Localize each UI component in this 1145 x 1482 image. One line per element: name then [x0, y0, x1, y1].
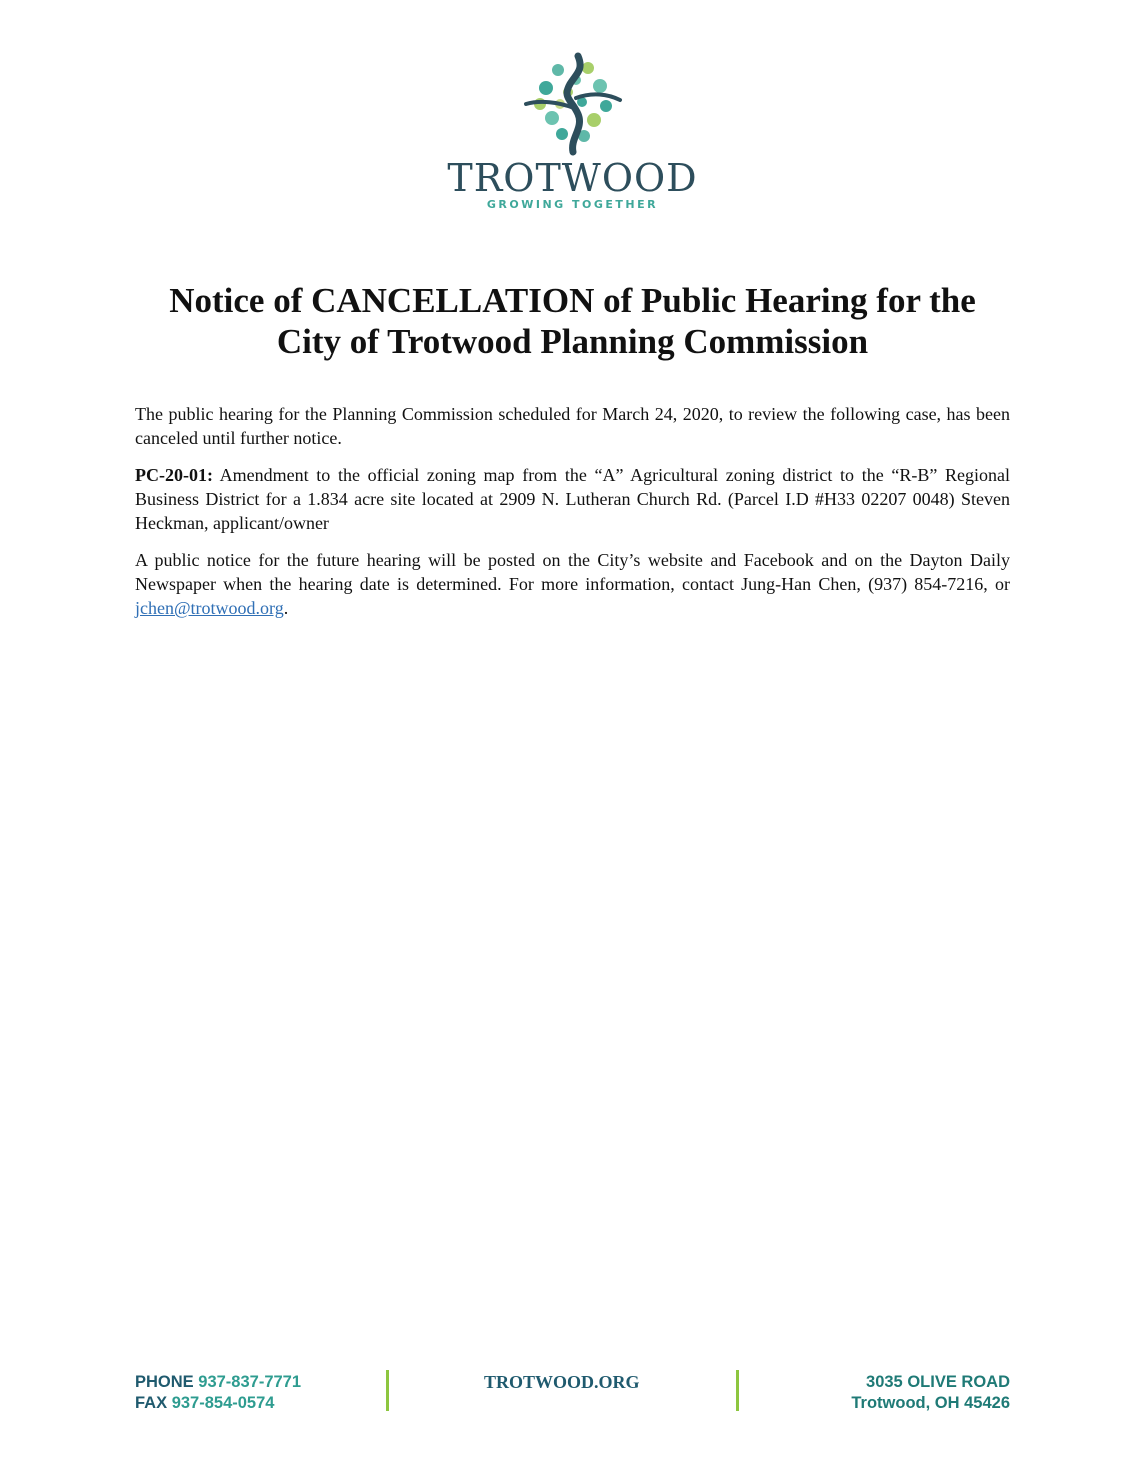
trotwood-logo: [430, 48, 715, 228]
tree-emblem-icon: [518, 48, 628, 158]
notice-body: [135, 402, 1010, 633]
contact-end: .: [283, 598, 289, 618]
logo-wordmark: TROTWOOD: [447, 156, 698, 200]
case-paragraph: [135, 463, 1010, 535]
fax-number: 937-854-0574: [171, 1394, 275, 1412]
logo-tagline: GROWING TOGETHER: [486, 198, 659, 211]
footer-divider-right: [736, 1370, 739, 1411]
page-title: [100, 280, 1045, 362]
contact-email-link[interactable]: jchen@trotwood.org: [135, 598, 284, 618]
case-description: Amendment to the official zoning map from the “A” Agricultural zoning district to the “R-B” Regional Business District for a 1.834 acre site located at 2909 N. Lutheran Church Rd. (Parcel I.D #H33 02207 0048) Steven Heckman, applicant/owner: [135, 465, 1010, 533]
footer: [135, 1370, 1010, 1410]
title-line-2: City of Trotwood Planning Commission: [276, 322, 869, 361]
address-line-1: 3035 OLIVE ROAD: [866, 1373, 1010, 1391]
title-line-1: Notice of CANCELLATION of Public Hearing for the: [169, 281, 976, 320]
intro-paragraph: The public hearing for the Planning Commission scheduled for March 24, 2020, to review the following case, has been canceled until further notice.: [135, 404, 1010, 448]
contact-paragraph: [135, 548, 1010, 620]
footer-divider-left: [386, 1370, 389, 1411]
fax-label: FAX: [135, 1394, 168, 1412]
footer-address: [851, 1372, 1010, 1414]
footer-contact: [135, 1372, 301, 1414]
contact-text: A public notice for the future hearing will be posted on the City’s website and Facebook and on the Dayton Daily Newspaper when the hearing date is determined. For more information, contact Jung-Han Chen, (937) 854-7216, or: [135, 550, 1010, 594]
phone-number[interactable]: 937-837-7771: [198, 1373, 302, 1391]
footer-website[interactable]: TROTWOOD.ORG: [484, 1372, 640, 1392]
phone-label: PHONE: [135, 1373, 194, 1391]
case-id: PC-20-01:: [135, 465, 213, 485]
address-line-2: Trotwood, OH 45426: [851, 1394, 1010, 1412]
